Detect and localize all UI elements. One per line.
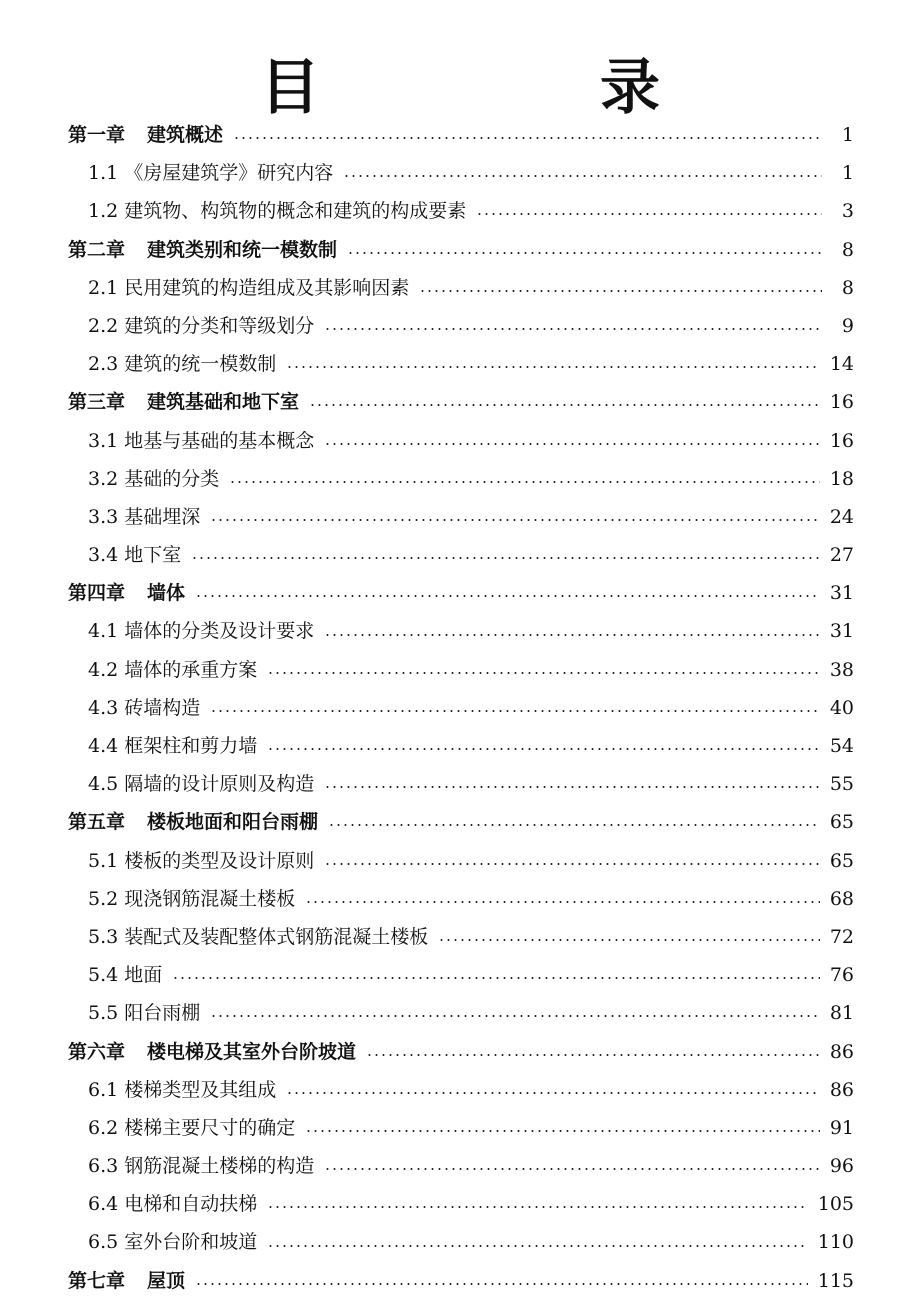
toc-entry-number: 6.1 bbox=[88, 1078, 119, 1101]
toc-entry-label bbox=[88, 651, 257, 689]
toc-page-number: 72 bbox=[829, 925, 854, 948]
toc-entry-number: 2.2 bbox=[88, 314, 119, 337]
toc-entry-title: 墙体的承重方案 bbox=[124, 658, 258, 681]
toc-page-number: 96 bbox=[829, 1155, 854, 1178]
toc-entry-number: 3.4 bbox=[88, 544, 119, 567]
toc-entry-label bbox=[88, 689, 200, 727]
toc-entry-number: 第五章 bbox=[68, 811, 126, 834]
toc-entry-title: 楼板的类型及设计原则 bbox=[124, 849, 315, 872]
toc-page-number: 86 bbox=[829, 1040, 854, 1063]
toc-entry-label bbox=[88, 345, 276, 383]
toc-section-row[interactable] bbox=[0, 498, 920, 536]
toc-page-number: 65 bbox=[829, 811, 854, 834]
toc-entry-title: 砖墙构造 bbox=[124, 696, 201, 719]
toc-page-number: 1 bbox=[841, 162, 854, 185]
toc-page-number: 1 bbox=[841, 124, 854, 146]
dot-leader bbox=[286, 1092, 820, 1094]
dot-leader bbox=[324, 786, 820, 788]
dot-leader bbox=[305, 901, 820, 903]
toc-entry-number: 4.2 bbox=[88, 658, 119, 681]
dot-leader bbox=[328, 824, 820, 826]
toc-entry-title: 墙体的分类及设计要求 bbox=[124, 620, 315, 643]
toc-entry-title: 地下室 bbox=[124, 544, 182, 567]
toc-entry-title: 基础埋深 bbox=[124, 505, 201, 528]
dot-leader bbox=[195, 595, 820, 597]
toc-entry-title: 隔墙的设计原则及构造 bbox=[124, 773, 315, 796]
toc-page-number: 115 bbox=[817, 1269, 854, 1292]
toc-entry-title: 现浇钢筋混凝土楼板 bbox=[124, 887, 296, 910]
toc-entry-title: 阳台雨棚 bbox=[124, 1002, 201, 1025]
toc-entry-title: 基础的分类 bbox=[124, 467, 220, 490]
toc-section-row[interactable] bbox=[0, 918, 920, 956]
toc-page-number: 16 bbox=[829, 429, 854, 452]
toc-section-row[interactable] bbox=[0, 727, 920, 765]
dot-leader bbox=[476, 213, 822, 215]
toc-section-row[interactable] bbox=[0, 345, 920, 383]
toc-page-number: 110 bbox=[817, 1231, 854, 1254]
toc-entry-number: 第二章 bbox=[68, 238, 126, 261]
toc-entry-number: 2.3 bbox=[88, 353, 119, 376]
toc-entry-label bbox=[88, 1109, 295, 1147]
dot-leader bbox=[195, 1283, 808, 1285]
dot-leader bbox=[324, 863, 820, 865]
toc-page-number: 14 bbox=[829, 353, 854, 376]
toc-entry-title: 建筑的分类和等级划分 bbox=[124, 314, 315, 337]
toc-page-number: 31 bbox=[829, 582, 854, 605]
toc-page-number: 68 bbox=[829, 887, 854, 910]
dot-leader bbox=[191, 557, 820, 559]
toc-entry-number: 4.4 bbox=[88, 735, 119, 757]
toc-page-number: 65 bbox=[829, 849, 854, 872]
toc-entry-title: 框架柱和剪力墙 bbox=[124, 735, 258, 757]
dot-leader bbox=[210, 710, 820, 712]
dot-leader bbox=[347, 252, 822, 254]
dot-leader bbox=[267, 748, 820, 750]
toc-entry-number: 第三章 bbox=[68, 391, 126, 414]
toc-entry-title: 室外台阶和坡道 bbox=[124, 1231, 258, 1254]
toc-page-number: 3 bbox=[841, 200, 854, 223]
toc-entry-title: 《房屋建筑学》研究内容 bbox=[124, 162, 334, 185]
toc-entry-label bbox=[88, 880, 295, 918]
dot-leader bbox=[267, 1206, 808, 1208]
toc-section-row[interactable] bbox=[0, 689, 920, 727]
toc-entry-title: 地面 bbox=[124, 964, 163, 987]
toc-entry-number: 6.5 bbox=[88, 1231, 119, 1254]
toc-section-row[interactable] bbox=[0, 460, 920, 498]
toc-entry-title: 楼梯主要尺寸的确定 bbox=[124, 1116, 296, 1139]
toc-page-number: 81 bbox=[829, 1002, 854, 1025]
toc-page-number: 8 bbox=[841, 238, 854, 261]
toc-entry-number: 3.3 bbox=[88, 505, 119, 528]
toc-page-number: 27 bbox=[829, 544, 854, 567]
toc-entry-number: 5.2 bbox=[88, 887, 119, 910]
toc-chapter-row[interactable] bbox=[0, 383, 920, 421]
toc-entry-number: 4.5 bbox=[88, 773, 119, 796]
toc-entry-title: 建筑基础和地下室 bbox=[147, 391, 300, 414]
toc-page-number: 16 bbox=[829, 391, 854, 414]
toc-chapter-row[interactable] bbox=[0, 803, 920, 841]
toc-section-row[interactable] bbox=[0, 651, 920, 689]
toc-entry-label bbox=[88, 1223, 257, 1261]
toc-entry-title: 建筑物、构筑物的概念和建筑的构成要素 bbox=[124, 200, 467, 223]
toc-entry-label bbox=[88, 192, 466, 230]
toc-page-number: 24 bbox=[829, 505, 854, 528]
toc-section-row[interactable] bbox=[0, 422, 920, 460]
toc-chapter-row[interactable] bbox=[0, 1033, 920, 1071]
toc-page-number: 18 bbox=[829, 467, 854, 490]
toc-entry-number: 第一章 bbox=[68, 124, 126, 146]
toc-entry-number: 6.2 bbox=[88, 1116, 119, 1139]
dot-leader bbox=[172, 977, 820, 979]
dot-leader bbox=[419, 290, 822, 292]
toc-entry-title: 钢筋混凝土楼梯的构造 bbox=[124, 1155, 315, 1178]
toc-chapter-row[interactable] bbox=[0, 231, 920, 269]
toc-entry-title: 装配式及装配整体式钢筋混凝土楼板 bbox=[124, 925, 429, 948]
toc-entry-title: 楼梯类型及其组成 bbox=[124, 1078, 277, 1101]
toc-section-row[interactable] bbox=[0, 956, 920, 994]
dot-leader bbox=[324, 328, 822, 330]
toc-entry-label bbox=[88, 460, 219, 498]
toc-entry-number: 1.1 bbox=[88, 162, 119, 185]
toc-entry-title: 楼板地面和阳台雨棚 bbox=[147, 811, 319, 834]
toc-entry-label bbox=[68, 383, 299, 421]
toc-section-row[interactable] bbox=[0, 1071, 920, 1109]
toc-entry-number: 5.3 bbox=[88, 925, 119, 948]
toc-page-number: 91 bbox=[829, 1116, 854, 1139]
toc-page-number: 105 bbox=[817, 1193, 854, 1216]
toc-entry-label bbox=[88, 842, 314, 880]
toc-page-number: 8 bbox=[841, 276, 854, 299]
toc-entry-label bbox=[88, 307, 314, 345]
toc-entry-number: 6.3 bbox=[88, 1155, 119, 1178]
toc-page-number: 55 bbox=[829, 773, 854, 796]
toc-entry-title: 电梯和自动扶梯 bbox=[124, 1193, 258, 1216]
dot-leader bbox=[366, 1054, 820, 1056]
toc-entry-label bbox=[88, 1147, 314, 1185]
toc-chapter-row[interactable] bbox=[0, 574, 920, 612]
toc-section-row[interactable] bbox=[0, 192, 920, 230]
toc-entry-label bbox=[68, 231, 337, 269]
toc-entry-number: 5.5 bbox=[88, 1002, 119, 1025]
toc-section-row[interactable] bbox=[0, 154, 920, 192]
toc-entry-number: 4.1 bbox=[88, 620, 119, 643]
toc-entry-label bbox=[68, 1033, 356, 1071]
dot-leader bbox=[267, 672, 820, 674]
toc-entry-label bbox=[88, 422, 314, 460]
dot-leader bbox=[324, 1168, 820, 1170]
dot-leader bbox=[233, 137, 822, 139]
toc-section-row[interactable] bbox=[0, 1223, 920, 1261]
toc-section-row[interactable] bbox=[0, 1185, 920, 1223]
toc-entry-label bbox=[88, 536, 181, 574]
dot-leader bbox=[324, 443, 820, 445]
toc-entry-number: 5.4 bbox=[88, 964, 119, 987]
toc-section-row[interactable] bbox=[0, 765, 920, 803]
toc-section-row[interactable] bbox=[0, 1109, 920, 1147]
toc-section-row[interactable] bbox=[0, 536, 920, 574]
toc-section-row[interactable] bbox=[0, 1147, 920, 1185]
toc-entry-label bbox=[68, 116, 223, 154]
toc-entry-label bbox=[88, 498, 200, 536]
dot-leader bbox=[305, 1130, 820, 1132]
page-title: 目 录 bbox=[260, 53, 770, 123]
dot-leader bbox=[438, 939, 820, 941]
toc-entry-label bbox=[88, 612, 314, 650]
toc-entry-label bbox=[88, 956, 162, 994]
dot-leader bbox=[229, 481, 820, 483]
toc-entry-label bbox=[88, 765, 314, 803]
toc-entry-title: 建筑的统一模数制 bbox=[124, 353, 277, 376]
toc-section-row[interactable] bbox=[0, 880, 920, 918]
toc-entry-label bbox=[88, 1185, 257, 1223]
toc-entry-number: 2.1 bbox=[88, 276, 119, 299]
dot-leader bbox=[324, 634, 820, 636]
dot-leader bbox=[210, 519, 820, 521]
toc-page-number: 9 bbox=[841, 314, 854, 337]
toc-entry-number: 1.2 bbox=[88, 200, 119, 223]
toc-entry-title: 楼电梯及其室外台阶坡道 bbox=[147, 1040, 357, 1063]
toc-page-number: 31 bbox=[829, 620, 854, 643]
toc-entry-number: 第七章 bbox=[68, 1269, 126, 1292]
toc-entry-label bbox=[88, 994, 200, 1032]
toc-entry-label bbox=[88, 1071, 276, 1109]
toc-page-number: 54 bbox=[829, 735, 854, 757]
toc-entry-label bbox=[88, 727, 257, 765]
toc-entry-label bbox=[88, 154, 333, 192]
toc-entry-number: 5.1 bbox=[88, 849, 119, 872]
toc-entry-label bbox=[88, 269, 409, 307]
dot-leader bbox=[343, 175, 822, 177]
toc-entry-label bbox=[68, 574, 185, 612]
toc-chapter-row[interactable] bbox=[0, 116, 920, 154]
toc-entry-number: 6.4 bbox=[88, 1193, 119, 1216]
toc-section-row[interactable] bbox=[0, 994, 920, 1032]
toc-entry-number: 3.1 bbox=[88, 429, 119, 452]
dot-leader bbox=[210, 1015, 820, 1017]
toc-entry-title: 地基与基础的基本概念 bbox=[124, 429, 315, 452]
toc-entry-number: 4.3 bbox=[88, 696, 119, 719]
toc-entry-title: 建筑类别和统一模数制 bbox=[147, 238, 338, 261]
dot-leader bbox=[286, 366, 820, 368]
toc-section-row[interactable] bbox=[0, 307, 920, 345]
toc-entry-label bbox=[68, 1262, 185, 1300]
toc-entry-title: 建筑概述 bbox=[147, 124, 224, 146]
toc-page-number: 38 bbox=[829, 658, 854, 681]
toc-page-number: 86 bbox=[829, 1078, 854, 1101]
toc-entry-label bbox=[68, 803, 318, 841]
toc-entry-title: 墙体 bbox=[147, 582, 186, 605]
toc-chapter-row[interactable] bbox=[0, 1262, 920, 1300]
toc-section-row[interactable] bbox=[0, 842, 920, 880]
toc-entry-number: 第四章 bbox=[68, 582, 126, 605]
toc-page-number: 76 bbox=[829, 964, 854, 987]
dot-leader bbox=[267, 1245, 808, 1247]
dot-leader bbox=[309, 404, 820, 406]
toc-entry-title: 民用建筑的构造组成及其影响因素 bbox=[124, 276, 410, 299]
toc-entry-number: 3.2 bbox=[88, 467, 119, 490]
toc-section-row[interactable] bbox=[0, 269, 920, 307]
toc-section-row[interactable] bbox=[0, 612, 920, 650]
table-of-contents bbox=[0, 116, 920, 1300]
toc-entry-number: 第六章 bbox=[68, 1040, 126, 1063]
toc-page-number: 40 bbox=[829, 696, 854, 719]
toc-entry-title: 屋顶 bbox=[147, 1269, 186, 1292]
toc-entry-label bbox=[88, 918, 428, 956]
